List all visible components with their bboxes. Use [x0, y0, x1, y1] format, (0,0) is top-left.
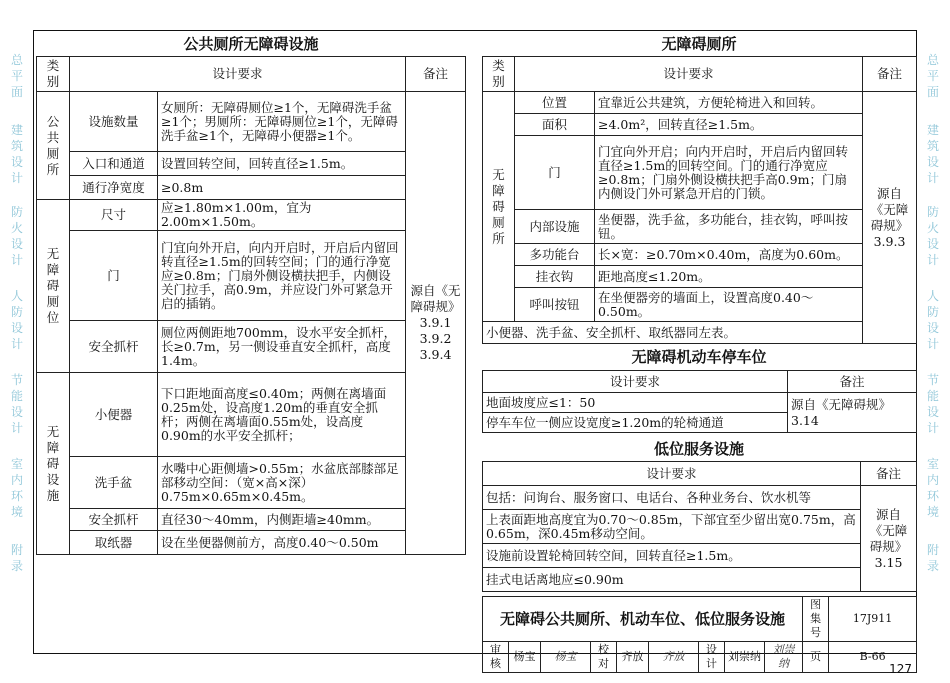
source-note: 源自《无障碍规》3.9.1 3.9.2 3.9.4: [406, 92, 466, 555]
col-note: 备注: [863, 57, 917, 92]
row-text: 厕位两侧距地700mm，设水平安全抓杆，长≥0.7m，另一侧设垂直安全抓杆，高度1.4m。: [158, 321, 406, 373]
col-requirement: 设计要求: [70, 57, 406, 92]
col-category: 类别: [483, 57, 515, 92]
toilet-facilities-table: [36, 56, 466, 555]
row-text: 停车车位一侧应设宽度≥1.20m的轮椅通道: [483, 413, 788, 433]
row-item: 通行净宽度: [70, 176, 158, 200]
nav-tab-appendix[interactable]: 附录: [10, 543, 23, 573]
row-text: 女厕所：无障碍厕位≥1个，无障碍洗手盆≥1个；男厕所：无障碍厕位≥1个，无障碍洗手盆≥1个，无障碍小便器≥1个。: [158, 92, 406, 152]
row-text: 地面坡度应≤1：50: [483, 393, 788, 413]
check-label: 校对: [591, 642, 617, 673]
group-public-toilet: 公共厕所: [37, 92, 70, 200]
row-item: 面积: [515, 114, 595, 136]
row-text: 宜靠近公共建筑，方便轮椅进入和回转。: [595, 92, 863, 114]
row-item: 挂衣钩: [515, 266, 595, 288]
review-label: 审核: [483, 642, 509, 673]
nav-tab-fire[interactable]: 防火设计: [10, 205, 23, 267]
row-item: 安全抓杆: [70, 509, 158, 531]
nav-tab-civil-defense-r[interactable]: 人防设计: [926, 289, 939, 351]
nav-tab-energy[interactable]: 节能设计: [10, 373, 23, 435]
row-item: 门: [70, 231, 158, 321]
row-text: 在坐便器旁的墙面上，设置高度0.40～0.50m。: [595, 288, 863, 322]
row-text: 长×宽：≥0.70m×0.40m，高度为0.60m。: [595, 244, 863, 266]
row-item: 安全抓杆: [70, 321, 158, 373]
row-item: 取纸器: [70, 531, 158, 555]
designer-signature: 刘崇纳: [765, 642, 803, 673]
nav-tab-appendix-r[interactable]: 附录: [926, 543, 939, 573]
row-text: ≥4.0m²，回转直径≥1.5m。: [595, 114, 863, 136]
toilet-facilities-title: 公共厕所无障碍设施: [183, 35, 319, 53]
row-item: 呼叫按钮: [515, 288, 595, 322]
row-text: 挂式电话离地应≤0.90m: [483, 568, 861, 592]
col-note: 备注: [861, 462, 917, 486]
row-text: 距地高度≤1.20m。: [595, 266, 863, 288]
nav-tab-site-plan-r[interactable]: 总平面: [926, 53, 939, 99]
row-item: 洗手盆: [70, 457, 158, 509]
row-text: 设置回转空间，回转直径≥1.5m。: [158, 152, 406, 176]
row-item: 小便器: [70, 373, 158, 457]
page-label: 页: [803, 642, 829, 673]
nav-tab-architecture-r[interactable]: 建筑设计: [926, 123, 939, 185]
col-requirement: 设计要求: [483, 462, 861, 486]
row-text: 设施前设置轮椅回转空间，回转直径≥1.5m。: [483, 544, 861, 568]
parking-title: 无障碍机动车停车位: [631, 348, 767, 366]
row-text: 门宜向外开启；向内开启时，开启后内留回转直径≥1.5m的回转空间。门的通行净宽应≥0.8m；门扇外侧设横扶把手高0.9m；门扇内侧设门外可紧急开启的门锁。: [595, 136, 863, 210]
title-block: [482, 596, 917, 673]
row-item: 设施数量: [70, 92, 158, 152]
row-text: 直径30～40mm，内侧距墙≥40mm。: [158, 509, 406, 531]
row-text: 水嘴中心距侧墙>0.55m；水盆底部膝部足部移动空间：（宽×高×深）0.75m×0.65m×0.45m。: [158, 457, 406, 509]
designer-name: 刘崇纳: [725, 642, 765, 673]
reviewer-signature: 杨宝: [541, 642, 591, 673]
low-service-table: [482, 461, 917, 592]
atlas-number: 17J911: [829, 597, 917, 642]
col-note: 备注: [788, 371, 917, 393]
source-note: 源自《无障碍规》3.14: [788, 393, 917, 433]
row-text: ≥0.8m: [158, 176, 406, 200]
atlas-label: 图集号: [803, 597, 829, 642]
drawing-title: 无障碍公共厕所、机动车位、低位服务设施: [483, 597, 803, 642]
row-text: 门宜向外开启，向内开启时，开启后内留回转直径≥1.5m的回转空间；门的通行净宽应≥0.8m；门扇外侧设横扶把手，内侧设关门拉手，高0.9m，并应设门外可紧急开启的插销。: [158, 231, 406, 321]
nav-tab-energy-r[interactable]: 节能设计: [926, 373, 939, 435]
source-note: 源自《无障碍规》3.15: [861, 486, 917, 592]
accessible-toilet-title: 无障碍厕所: [661, 35, 737, 53]
page-code: B-66: [829, 642, 917, 673]
checker-name: 齐放: [617, 642, 649, 673]
col-category: 类别: [37, 57, 70, 92]
row-text: 设在坐便器侧前方，高度0.40～0.50m: [158, 531, 406, 555]
nav-tab-architecture[interactable]: 建筑设计: [10, 123, 23, 185]
row-item: 尺寸: [70, 200, 158, 231]
nav-tab-interior[interactable]: 室内环境: [10, 457, 23, 519]
parking-table: [482, 370, 917, 433]
row-item: 内部设施: [515, 210, 595, 244]
reviewer-name: 杨宝: [509, 642, 541, 673]
side-nav-left: [2, 50, 32, 582]
row-text-same-as-left: 小便器、洗手盆、安全抓杆、取纸器同左表。: [483, 322, 863, 344]
group-accessible-facilities: 无障碍设施: [37, 373, 70, 555]
row-item: 位置: [515, 92, 595, 114]
row-item: 门: [515, 136, 595, 210]
nav-tab-fire-r[interactable]: 防火设计: [926, 205, 939, 267]
row-text: 坐便器，洗手盆，多功能台，挂衣钩，呼叫按钮。: [595, 210, 863, 244]
checker-signature: 齐放: [649, 642, 699, 673]
side-nav-right: [918, 50, 948, 582]
row-item: 多功能台: [515, 244, 595, 266]
page-number: 127: [889, 662, 912, 676]
group-accessible-toilet: 无障碍厕所: [483, 92, 515, 322]
accessible-toilet-table: [482, 56, 917, 344]
col-requirement: 设计要求: [515, 57, 863, 92]
row-text: 应≥1.80m×1.00m，宜为2.00m×1.50m。: [158, 200, 406, 231]
source-note: 源自《无障碍规》3.9.3: [863, 92, 917, 344]
nav-tab-site-plan[interactable]: 总平面: [10, 53, 23, 99]
nav-tab-interior-r[interactable]: 室内环境: [926, 457, 939, 519]
row-item: 入口和通道: [70, 152, 158, 176]
nav-tab-civil-defense[interactable]: 人防设计: [10, 289, 23, 351]
low-service-title: 低位服务设施: [653, 440, 744, 458]
row-text: 上表面距地高度宜为0.70～0.85m，下部宜至少留出宽0.75m，高0.65m，深0.45m移动空间。: [483, 510, 861, 544]
group-accessible-stall: 无障碍厕位: [37, 200, 70, 373]
col-requirement: 设计要求: [483, 371, 788, 393]
row-text: 包括：问询台、服务窗口、电话台、各种业务台、饮水机等: [483, 486, 861, 510]
col-note: 备注: [406, 57, 466, 92]
design-label: 设计: [699, 642, 725, 673]
row-text: 下口距地面高度≤0.40m；两侧在离墙面0.25m处，设高度1.20m的垂直安全抓杆；两侧在离墙面0.55m处，设高度0.90m的水平安全抓杆；: [158, 373, 406, 457]
